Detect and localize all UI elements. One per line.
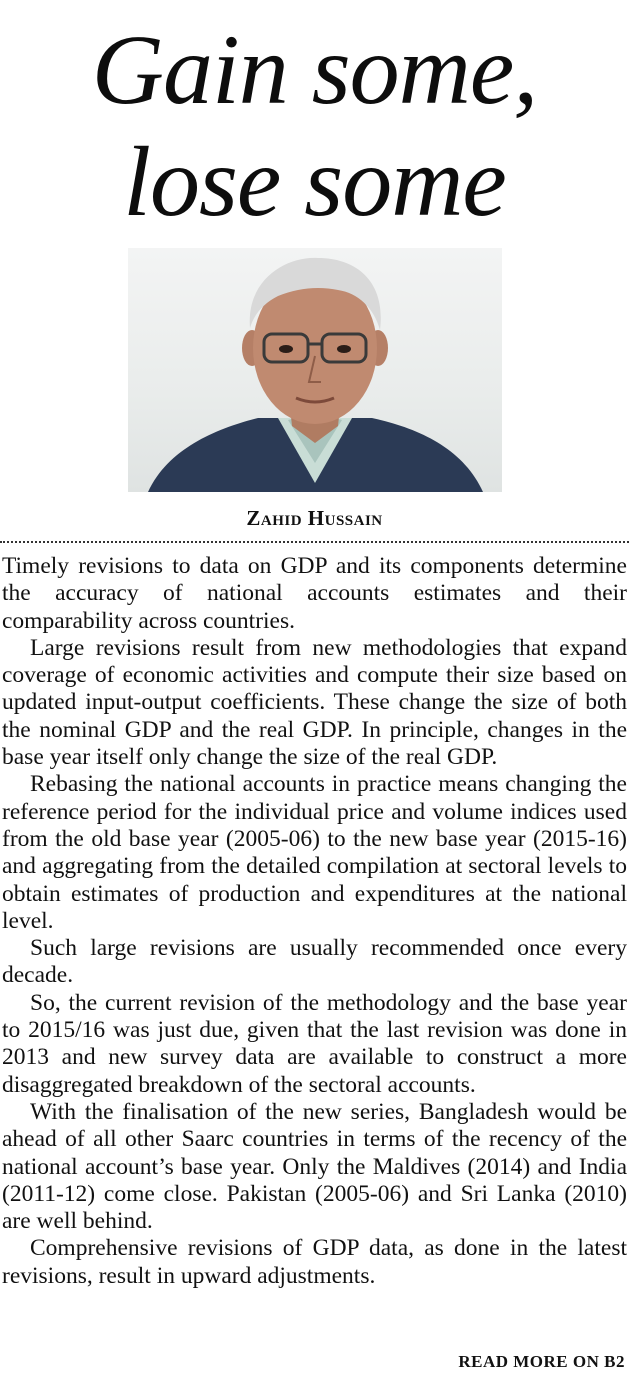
byline: Zahid Hussain [246,506,383,530]
dotted-divider [0,541,629,543]
paragraph: Comprehensive revisions of GDP data, as done in the latest revisions, result in upward adjustments. [2,1235,627,1289]
portrait-photo-icon [128,248,502,492]
paragraph: Large revisions result from new methodologies that expand coverage of economic activities and compute their size based on updated input-output coefficients. These change the size of both the nominal GDP and the real GDP. In principle, changes in the base year itself only change the size of the real GDP. [2,634,627,771]
headline-line-1: Gain some, [91,14,538,125]
read-more-link[interactable]: READ MORE ON B2 [458,1352,625,1371]
paragraph: Rebasing the national accounts in practice means changing the reference period for the individual price and volume indices used from the old base year (2005-06) to the new base year (2015-16) and aggregating from the detailed compilation at sectoral levels to obtain estimates of production and expenditures at the national level. [2,771,627,934]
article-body [0,553,629,1290]
paragraph: With the finalisation of the new series, Bangladesh would be ahead of all other Saarc countries in terms of the recency of the national account’s base year. Only the Maldives (2014) and India (2011-12) come close. Pakistan (2005-06) and Sri Lanka (2010) are well behind. [2,1098,627,1235]
author-photo [128,248,502,492]
headline [0,0,629,238]
paragraph: Timely revisions to data on GDP and its components determine the accuracy of national accounts estimates and their comparability across countries. [2,553,627,634]
paragraph: Such large revisions are usually recommended once every decade. [2,935,627,989]
headline-line-2: lose some [123,126,506,237]
paragraph: So, the current revision of the methodology and the base year to 2015/16 was just due, given that the last revision was done in 2013 and new survey data are available to construct a more disaggregated breakdown of the sectoral accounts. [2,989,627,1098]
